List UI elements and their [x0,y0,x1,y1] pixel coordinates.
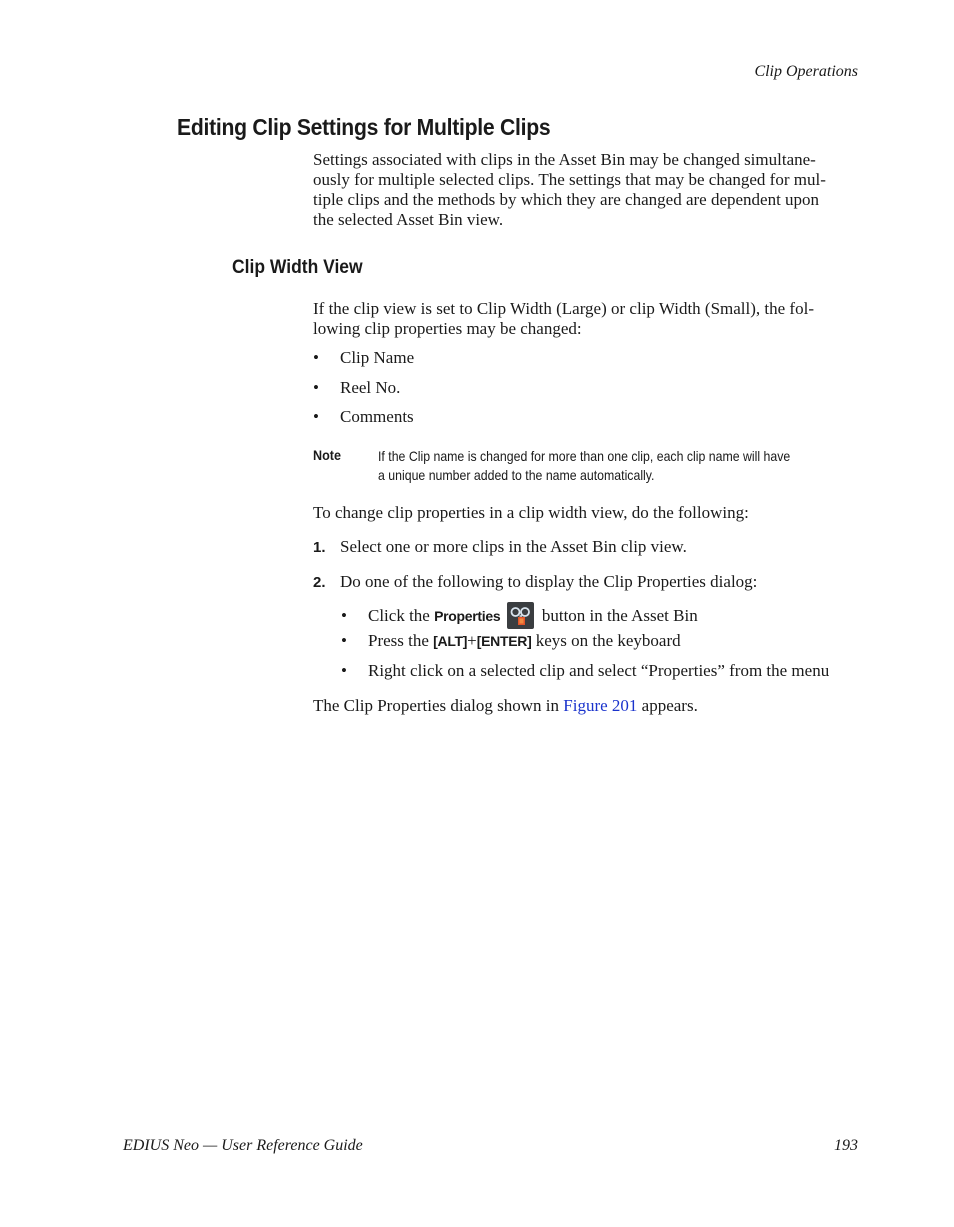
running-header: Clip Operations [754,63,858,80]
plus-sign: + [467,631,477,650]
step-item [313,572,757,593]
intro-line: the selected Asset Bin view. [313,210,504,229]
bullet: • [313,378,319,397]
note-line: a unique number added to the name automatically. [378,467,655,483]
note-label: Note [313,447,342,463]
step-item [313,537,687,558]
option-item [341,661,829,681]
figure-link[interactable]: Figure 201 [563,696,638,715]
key-enter: [ENTER] [476,633,532,649]
option-text-before: Click the [368,606,435,625]
note-line: If the Clip name is changed for more than one clip, each clip name will have [378,448,791,464]
page-number: 193 [834,1137,858,1154]
option-text-after: button in the Asset Bin [537,606,698,625]
view-line: lowing clip properties may be changed: [313,319,582,338]
view-line: If the clip view is set to Clip Width (Large) or clip Width (Small), the fol- [313,299,814,318]
intro-paragraph [313,150,863,230]
step-text: Select one or more clips in the Asset Bin clip view. [340,537,687,556]
bullet: • [341,631,347,650]
bullet: • [341,606,347,625]
bullet: • [313,348,319,367]
intro-line: Settings associated with clips in the Asset Bin may be changed simultane- [313,150,816,169]
step-number: 2. [313,574,326,591]
view-paragraph [313,299,863,339]
list-item-text: Comments [340,407,414,426]
footer-title: EDIUS Neo — User Reference Guide [123,1137,363,1154]
ui-term: Properties [434,608,501,624]
closing-text-after: appears. [637,696,698,715]
intro-line: tiple clips and the methods by which they are changed are dependent upon [313,190,820,209]
closing-text-before: The Clip Properties dialog shown in [313,696,564,715]
procedure-intro: To change clip properties in a clip width view, do the following: [313,503,749,522]
bullet: • [313,407,319,426]
option-item [341,631,681,651]
note-text [378,447,790,485]
step-text: Do one of the following to display the Clip Properties dialog: [340,572,758,591]
list-item [313,407,414,427]
list-item-text: Clip Name [340,348,415,367]
intro-line: ously for multiple selected clips. The settings that may be changed for mul- [313,170,826,189]
clip-properties-icon [507,602,534,629]
list-item-text: Reel No. [340,378,401,397]
bullet: • [341,661,347,680]
step-number: 1. [313,539,326,556]
option-item [341,602,698,629]
closing-paragraph [313,696,863,716]
list-item [313,348,414,368]
option-text-after: keys on the keyboard [531,631,681,650]
option-text: Right click on a selected clip and select “Properties” from the menu [368,661,830,680]
page-title: Editing Clip Settings for Multiple Clips [177,114,551,140]
section-heading: Clip Width View [232,257,363,278]
key-alt: [ALT] [433,633,468,649]
option-text-before: Press the [368,631,434,650]
list-item [313,378,400,398]
